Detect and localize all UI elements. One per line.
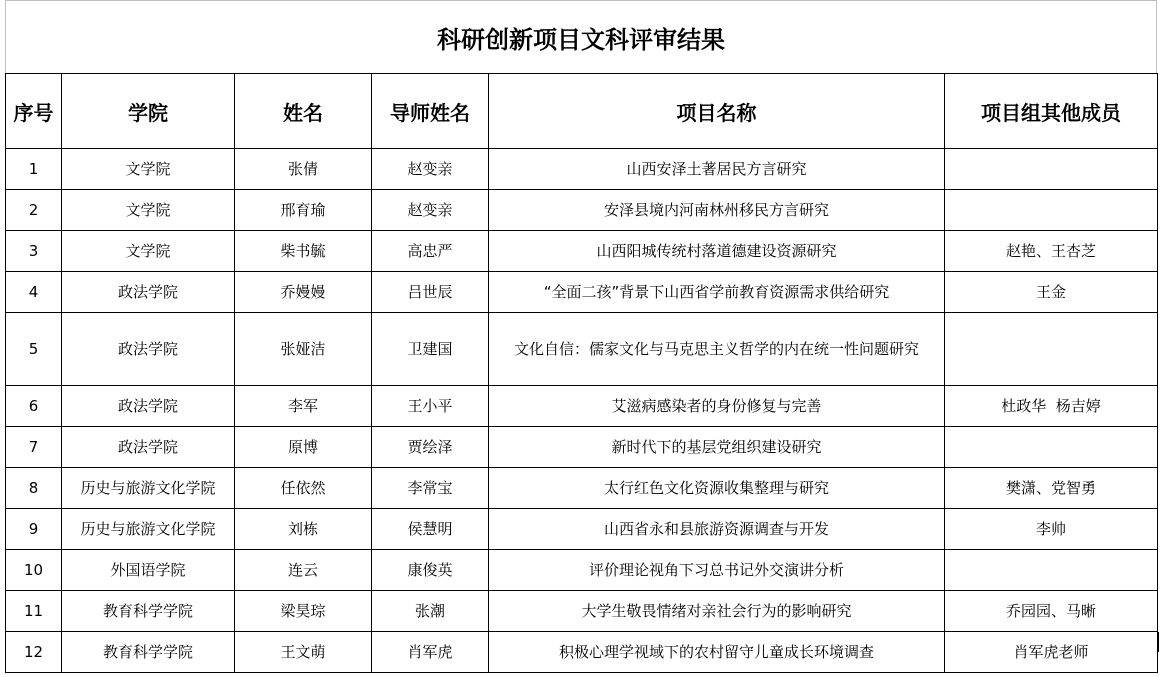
table-row <box>6 386 1158 427</box>
header-row <box>6 74 1158 149</box>
cell-no: 3 <box>6 231 62 272</box>
cell-advisor: 贾绘泽 <box>372 427 489 468</box>
cell-college: 历史与旅游文化学院 <box>62 509 235 550</box>
cell-members: 赵艳、王杏芝 <box>945 231 1158 272</box>
cell-members: 乔园园、马晰 <box>945 591 1158 632</box>
cell-no: 7 <box>6 427 62 468</box>
table-row <box>6 509 1158 550</box>
cell-members: 王金 <box>945 272 1158 313</box>
cell-college: 教育科学学院 <box>62 632 235 673</box>
cell-name: 张娅洁 <box>235 313 372 386</box>
table-row <box>6 149 1158 190</box>
column-header-advisor: 导师姓名 <box>372 74 489 149</box>
cell-project: 新时代下的基层党组织建设研究 <box>489 427 945 468</box>
cell-name: 原博 <box>235 427 372 468</box>
table-row <box>6 272 1158 313</box>
cell-college: 教育科学学院 <box>62 591 235 632</box>
cell-college: 文学院 <box>62 231 235 272</box>
cell-project: “全面二孩”背景下山西省学前教育资源需求供给研究 <box>489 272 945 313</box>
cell-name: 刘栋 <box>235 509 372 550</box>
cell-project: 太行红色文化资源收集整理与研究 <box>489 468 945 509</box>
cell-name: 柴书毓 <box>235 231 372 272</box>
document-title: 科研创新项目文科评审结果 <box>5 0 1157 73</box>
table-row <box>6 313 1158 386</box>
cell-no: 11 <box>6 591 62 632</box>
cell-no: 10 <box>6 550 62 591</box>
column-header-project: 项目名称 <box>489 74 945 149</box>
cell-advisor: 吕世辰 <box>372 272 489 313</box>
cell-name: 王文萌 <box>235 632 372 673</box>
cell-no: 6 <box>6 386 62 427</box>
cell-college: 文学院 <box>62 190 235 231</box>
cell-members: 肖军虎老师 <box>945 632 1158 673</box>
table-row <box>6 468 1158 509</box>
cell-advisor: 张潮 <box>372 591 489 632</box>
cell-project: 安泽县境内河南林州移民方言研究 <box>489 190 945 231</box>
cell-advisor: 康俊英 <box>372 550 489 591</box>
cell-college: 外国语学院 <box>62 550 235 591</box>
cell-project: 评价理论视角下习总书记外交演讲分析 <box>489 550 945 591</box>
cell-members: 杜政华 杨吉婷 <box>945 386 1158 427</box>
table-row <box>6 550 1158 591</box>
cell-name: 李军 <box>235 386 372 427</box>
cell-advisor: 赵变亲 <box>372 149 489 190</box>
cell-college: 政法学院 <box>62 386 235 427</box>
cell-members <box>945 190 1158 231</box>
cell-advisor: 侯慧明 <box>372 509 489 550</box>
cell-no: 9 <box>6 509 62 550</box>
cell-advisor: 赵变亲 <box>372 190 489 231</box>
results-sheet <box>5 0 1157 673</box>
cell-college: 政法学院 <box>62 313 235 386</box>
cell-no: 4 <box>6 272 62 313</box>
table-row <box>6 427 1158 468</box>
cell-name: 乔嫚嫚 <box>235 272 372 313</box>
table-row <box>6 632 1158 673</box>
cell-project: 大学生敬畏情绪对亲社会行为的影响研究 <box>489 591 945 632</box>
cell-college: 文学院 <box>62 149 235 190</box>
cell-members <box>945 550 1158 591</box>
column-header-no: 序号 <box>6 74 62 149</box>
cell-members: 樊潇、党智勇 <box>945 468 1158 509</box>
cell-members <box>945 149 1158 190</box>
cell-name: 连云 <box>235 550 372 591</box>
cell-advisor: 李常宝 <box>372 468 489 509</box>
column-header-college: 学院 <box>62 74 235 149</box>
cell-no: 2 <box>6 190 62 231</box>
cell-college: 政法学院 <box>62 272 235 313</box>
cell-members <box>945 427 1158 468</box>
cell-name: 梁昊琮 <box>235 591 372 632</box>
cell-project: 艾滋病感染者的身份修复与完善 <box>489 386 945 427</box>
cell-name: 任依然 <box>235 468 372 509</box>
cell-project: 山西省永和县旅游资源调查与开发 <box>489 509 945 550</box>
results-table <box>5 73 1158 673</box>
cell-members: 李帅 <box>945 509 1158 550</box>
cell-advisor: 卫建国 <box>372 313 489 386</box>
table-row <box>6 591 1158 632</box>
cell-name: 张倩 <box>235 149 372 190</box>
cell-no: 8 <box>6 468 62 509</box>
cell-advisor: 高忠严 <box>372 231 489 272</box>
cell-college: 历史与旅游文化学院 <box>62 468 235 509</box>
cell-project: 山西阳城传统村落道德建设资源研究 <box>489 231 945 272</box>
table-row <box>6 231 1158 272</box>
cell-no: 12 <box>6 632 62 673</box>
cell-advisor: 肖军虎 <box>372 632 489 673</box>
cell-cursor-edge <box>1157 632 1159 652</box>
cell-name: 邢育瑜 <box>235 190 372 231</box>
table-row <box>6 190 1158 231</box>
cell-members <box>945 313 1158 386</box>
column-header-name: 姓名 <box>235 74 372 149</box>
column-header-members: 项目组其他成员 <box>945 74 1158 149</box>
cell-no: 5 <box>6 313 62 386</box>
cell-college: 政法学院 <box>62 427 235 468</box>
cell-no: 1 <box>6 149 62 190</box>
cell-project: 山西安泽土著居民方言研究 <box>489 149 945 190</box>
cell-project: 积极心理学视域下的农村留守儿童成长环境调查 <box>489 632 945 673</box>
cell-advisor: 王小平 <box>372 386 489 427</box>
cell-project: 文化自信：儒家文化与马克思主义哲学的内在统一性问题研究 <box>489 313 945 386</box>
